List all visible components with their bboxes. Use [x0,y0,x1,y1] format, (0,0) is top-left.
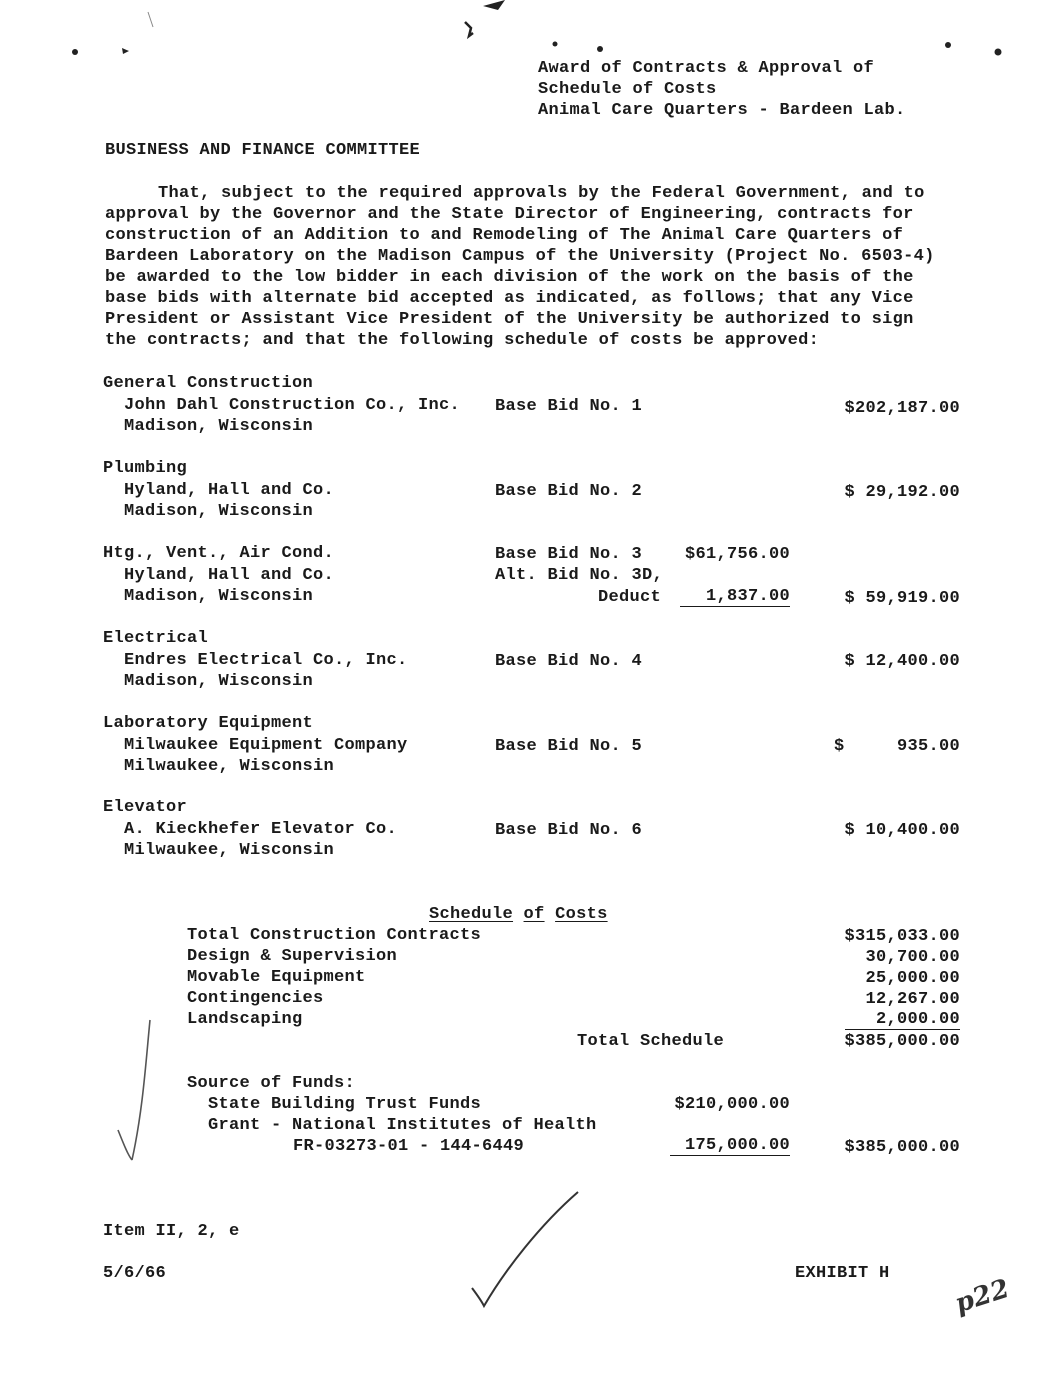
contractor-name: Hyland, Hall and Co. [124,481,335,500]
funds-grant-label: Grant - National Institutes of Health [208,1116,597,1135]
bid-number: Base Bid No. 2 [495,482,643,501]
funds-grant-number: FR-03273-01 - 144-6449 [293,1137,525,1156]
scan-speck [553,42,558,47]
schedule-item-amount: $315,033.00 [844,927,960,946]
division-label: Plumbing [103,459,188,478]
deduct-label: Deduct [598,588,662,607]
alt-bid-number: Alt. Bid No. 3D, [495,566,664,585]
contractor-city: Milwaukee, Wisconsin [124,841,335,860]
contractor-city: Madison, Wisconsin [124,672,314,691]
checkmark-icon [118,1020,150,1160]
committee-name: BUSINESS AND FINANCE COMMITTEE [105,141,421,160]
schedule-item-amount: 25,000.00 [865,969,960,988]
contractor-name: A. Kieckhefer Elevator Co. [124,820,398,839]
header-title-line2: Schedule of Costs [538,80,717,99]
bid-number: Base Bid No. 6 [495,821,643,840]
scan-speck [148,12,153,27]
scan-speck [597,46,603,52]
schedule-item-label: Contingencies [187,989,324,1008]
funds-grant-amount: 175,000.00 [670,1136,790,1156]
schedule-total-amount: $385,000.00 [844,1032,960,1051]
funds-total-amount: $385,000.00 [844,1138,960,1157]
schedule-heading-word: Schedule [429,905,514,924]
contractor-city: Milwaukee, Wisconsin [124,757,335,776]
item-reference: Item II, 2, e [103,1222,240,1241]
deduct-amount: 1,837.00 [680,587,790,607]
division-label: Electrical [103,629,209,648]
bid-number: Base Bid No. 5 [495,737,643,756]
schedule-item-label: Design & Supervision [187,947,398,966]
bid-number: Base Bid No. 4 [495,652,643,671]
contract-amount: $ 29,192.00 [844,483,960,502]
handwritten-page-text: p22 [951,1273,1014,1320]
scan-speck [72,49,78,55]
schedule-heading-word: Costs [555,905,608,924]
contractor-name: Milwaukee Equipment Company [124,736,408,755]
scan-speck [995,49,1002,56]
contractor-name: John Dahl Construction Co., Inc. [124,396,461,415]
division-label: General Construction [103,374,314,393]
contract-amount: $ 59,919.00 [844,589,960,608]
funds-state-label: State Building Trust Funds [208,1095,482,1114]
header-title-line3: Animal Care Quarters - Bardeen Lab. [538,101,906,120]
schedule-heading-word: of [523,905,545,924]
exhibit-label: EXHIBIT H [795,1264,890,1283]
funds-state-amount: $210,000.00 [674,1095,790,1114]
contractor-name: Hyland, Hall and Co. [124,566,335,585]
document-date: 5/6/66 [103,1264,167,1283]
resolution-paragraph: That, subject to the required approvals by the Federal Government, and to approval by the Governor and the State Director of Engineering, contracts for construction of an Addition to and Remodeling of The Animal Care Quarters of Bardeen Laboratory on the Madison Campus of the University (Project No. 6503-4) be awarded to the low bidder in each division of the work on the basis of the base bids with alternate bid accepted as indicated, as follows; that any Vice President or Assistant Vice President of the University be authorized to sign the contracts; and that the following schedule of costs be approved: [105,184,935,350]
bid-number: Base Bid No. 1 [495,397,643,416]
scan-speck [945,42,951,48]
schedule-item-label: Total Construction Contracts [187,926,482,945]
handwritten-page-number [951,1274,1013,1320]
contractor-city: Madison, Wisconsin [124,417,314,436]
contract-amount: $ 12,400.00 [844,652,960,671]
checkmark-icon [472,1192,578,1306]
contractor-name: Endres Electrical Co., Inc. [124,651,408,670]
schedule-item-amount: 30,700.00 [865,948,960,967]
contract-amount: $ 10,400.00 [844,821,960,840]
schedule-item-label: Movable Equipment [187,968,366,987]
header-title-line1: Award of Contracts & Approval of [538,59,875,78]
schedule-item-amount: 2,000.00 [845,1010,960,1030]
funds-heading: Source of Funds: [187,1074,356,1093]
contract-amount: $ 935.00 [833,737,960,756]
scan-speck [122,48,129,54]
contractor-city: Madison, Wisconsin [124,587,314,606]
schedule-item-amount: 12,267.00 [865,990,960,1009]
contract-amount: $202,187.00 [844,399,960,418]
schedule-total-label: Total Schedule [577,1032,725,1051]
scan-speck [483,0,505,10]
division-label: Elevator [103,798,188,817]
scan-speck [465,22,473,36]
base-bid-amount: $61,756.00 [685,545,791,564]
contractor-city: Madison, Wisconsin [124,502,314,521]
bid-number: Base Bid No. 3 [495,545,643,564]
division-label: Laboratory Equipment [103,714,314,733]
division-label: Htg., Vent., Air Cond. [103,544,335,563]
schedule-item-label: Landscaping [187,1010,303,1029]
